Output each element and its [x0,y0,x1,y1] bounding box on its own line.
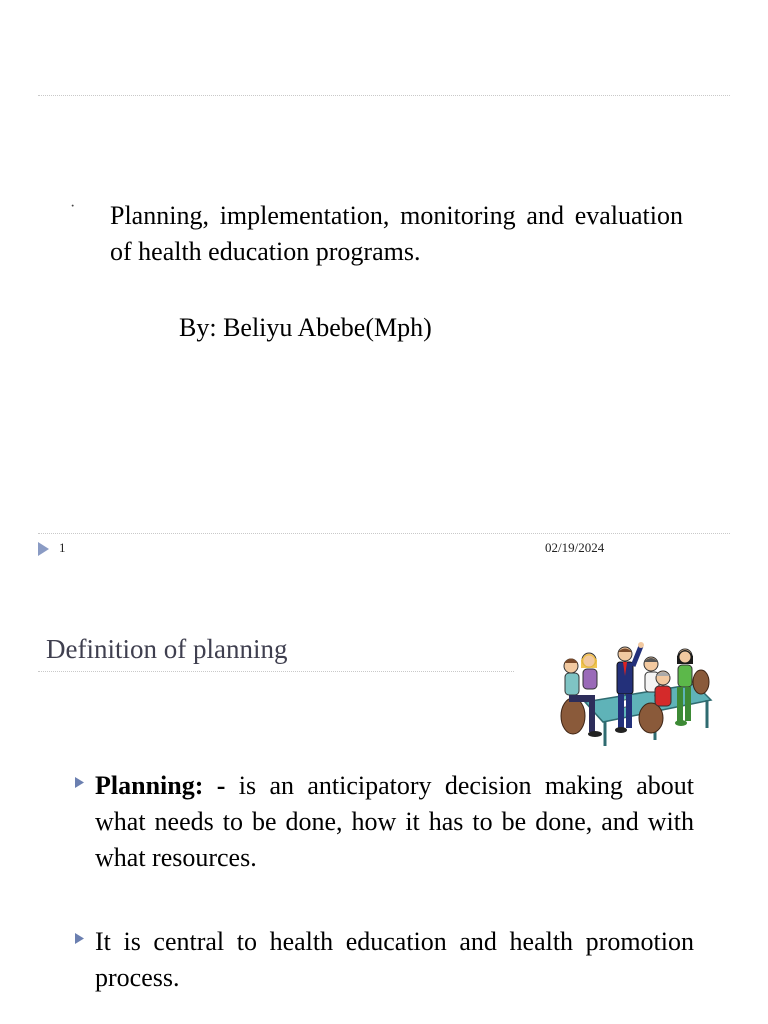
bullet-separator: : - [194,771,239,800]
top-divider [38,95,730,96]
list-item [74,768,694,876]
bullet-definition: is an anticipatory decision making about what needs to be done, how it has to be done, and with what resources. [95,771,694,872]
bullet-term: Planning [95,771,195,800]
bullet-text: It is central to health education and health promotion process. [95,927,694,992]
slide-2 [0,566,768,1024]
slide-number: 1 [59,540,66,555]
bullet-text [95,768,694,876]
slide-title-text: Planning, implementation, monitoring and evaluation of health education programs. [110,201,683,266]
slide-date: 02/19/2024 [545,540,605,555]
list-item [74,924,694,996]
footer-triangle-icon [37,541,50,557]
meeting-people-clipart-icon [555,642,715,752]
heading-divider [38,671,514,672]
slide-heading: Definition of planning [46,634,288,664]
bullet-triangle-icon [74,776,85,789]
footer-divider [38,533,730,534]
bullet-dot: · [70,198,76,215]
author-line: By: Beliyu Abebe(Mph) [179,313,432,342]
bullet-triangle-icon [74,932,85,945]
